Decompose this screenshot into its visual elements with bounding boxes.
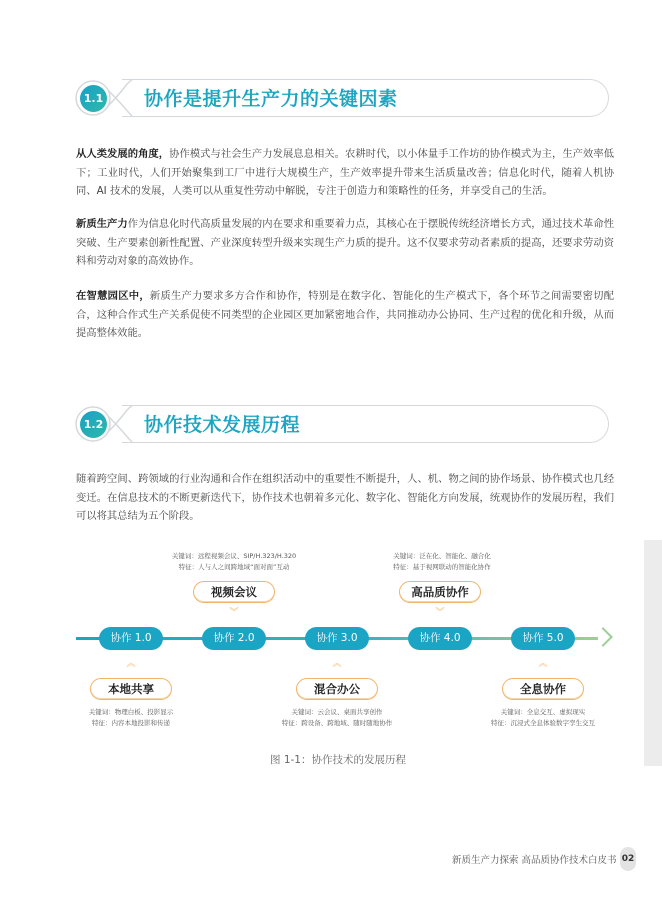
section-number-badge: 1.2 (80, 411, 107, 438)
paragraph-tech-history: 随着跨空间、跨领域的行业沟通和合作在组织活动中的重要性不断提升，人、机、物之间的协作场景、协作模式也几经变迁。在信息技术的不断更新迭代下，协作技术也朝着多元化、数字化、智能化方向发展，统观协作的发展历程，我们可以将其总结为五个阶段。 (76, 473, 614, 522)
section-header-1-1 (74, 79, 610, 117)
paragraph-new-productivity (76, 215, 614, 271)
timeline-node-5: 协作 5.0 (511, 627, 575, 650)
paragraph-lead: 新质生产力 (76, 218, 128, 230)
section-header-1-2 (74, 405, 610, 443)
stage-keywords: 关键词：物理白板、投影显示 (88, 708, 174, 716)
timeline-node-2: 协作 2.0 (202, 627, 266, 650)
stage-keywords: 关键词：泛在化、智能化、融合化 (393, 552, 491, 560)
paragraph-smart-park (76, 287, 614, 343)
chevron-down-icon: ︾ (229, 608, 239, 618)
stage-info-high-quality (357, 551, 527, 573)
chevron-up-icon: ︽ (332, 659, 342, 669)
paragraph-body: 协作模式与社会生产力发展息息相关。农耕时代，以小体量手工作坊的协作模式为主，生产效率低下；工业时代，人们开始聚集到工厂中进行大规模生产，生产效率提升带来生活质量改善；信息化时代，随着人机协同、AI 技术的发展，人类可以从重复性劳动中解脱，专注于创造力和策略性的任务，并享受自己的生活。 (76, 148, 614, 197)
stage-feature: 特征：人与人之间跨地域“面对面”互动 (178, 563, 290, 571)
stage-keywords: 关键词：远程视频会议、SIP/H.323/H.320 (171, 552, 297, 560)
footer-title: 新质生产力探索 高品质协作技术白皮书 (452, 855, 617, 866)
paragraph-human-development (76, 145, 614, 201)
chevron-down-icon: ︾ (435, 608, 445, 618)
stage-info-video-meeting (149, 551, 319, 573)
figure-caption: 图 1-1：协作技术的发展历程 (270, 754, 406, 766)
stage-info-holographic (458, 707, 628, 729)
stage-box-hybrid-office: 混合办公 (296, 678, 378, 700)
section-number-badge: 1.1 (80, 85, 107, 112)
stage-keywords: 关键词：全息交互、虚拟现实 (500, 708, 586, 716)
stage-feature: 特征：跨设备、跨地域、随时随地协作 (281, 719, 393, 727)
timeline-node-1: 协作 1.0 (99, 627, 163, 650)
stage-feature: 特征：沉浸式全息体验数字孪生交互 (491, 719, 595, 727)
stage-info-local-share (46, 707, 216, 729)
section-title: 协作技术发展历程 (144, 414, 301, 436)
chevron-up-icon: ︽ (538, 659, 548, 669)
stage-info-hybrid-office (252, 707, 422, 729)
side-decoration-bar (644, 540, 662, 766)
stage-box-high-quality: 高品质协作 (399, 581, 481, 603)
stage-feature: 特征：基于视网联动的智能化协作 (393, 563, 491, 571)
timeline-node-3: 协作 3.0 (305, 627, 369, 650)
stage-box-local-share: 本地共享 (90, 678, 172, 700)
stage-box-video-meeting: 视频会议 (193, 581, 275, 603)
paragraph-lead: 在智慧园区中， (76, 290, 150, 302)
paragraph-body: 新质生产力要求多方合作和协作，特别是在数字化、智能化的生产模式下，各个环节之间需要密切配合，这种合作式生产关系促使不同类型的企业园区更加紧密地合作，共同推动办公协同、生产过程的优化和升级，从而提高整体效能。 (76, 290, 615, 339)
stage-keywords: 关键词：云会议、桌面共享创作 (291, 708, 383, 716)
stage-feature: 特征：内容本地投影和传递 (92, 719, 170, 727)
page-number: 02 (620, 847, 636, 871)
chevron-up-icon: ︽ (126, 659, 136, 669)
timeline-node-4: 协作 4.0 (408, 627, 472, 650)
paragraph-body: 作为信息化时代高质量发展的内在要求和重要着力点，其核心在于摆脱传统经济增长方式，通过技术革命性突破、生产要素创新性配置、产业深度转型升级来实现生产力质的提升。这不仅要求劳动者素质的提高，还要求劳动资料和劳动对象的高效协作。 (76, 218, 615, 267)
paragraph-lead: 从人类发展的角度， (76, 148, 170, 160)
timeline-arrow-icon (593, 627, 613, 647)
section-title: 协作是提升生产力的关键因素 (144, 88, 398, 110)
stage-box-holographic: 全息协作 (502, 678, 584, 700)
